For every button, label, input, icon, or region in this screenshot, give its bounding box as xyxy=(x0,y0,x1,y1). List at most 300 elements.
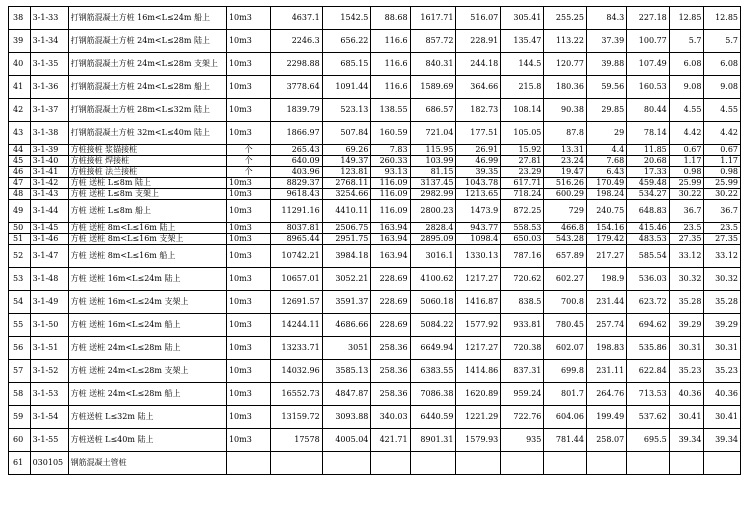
value-cell: 33.12 xyxy=(669,245,704,268)
unit-cell: 10m3 xyxy=(226,383,270,406)
row-number-cell: 60 xyxy=(9,429,31,452)
value-cell: 1416.87 xyxy=(456,291,501,314)
item-code-cell: 3-1-34 xyxy=(30,30,68,53)
value-cell: 39.88 xyxy=(586,53,626,76)
table-row xyxy=(9,223,741,234)
value-cell: 4.42 xyxy=(669,122,704,145)
value-cell: 1542.5 xyxy=(322,7,371,30)
unit-cell: 10m3 xyxy=(226,30,270,53)
value-cell: 39.34 xyxy=(704,429,741,452)
table-body xyxy=(9,7,741,475)
value-cell: 720.38 xyxy=(501,337,544,360)
value-cell: 1589.69 xyxy=(410,76,456,99)
unit-cell: 10m3 xyxy=(226,406,270,429)
value-cell: 6.08 xyxy=(669,53,704,76)
value-cell: 255.25 xyxy=(544,7,587,30)
item-name-cell: 方桩 送桩 L≤8m 船上 xyxy=(68,200,226,223)
value-cell xyxy=(456,452,501,475)
value-cell: 4637.1 xyxy=(271,7,323,30)
value-cell: 264.76 xyxy=(586,383,626,406)
value-cell: 2768.11 xyxy=(322,178,371,189)
value-cell: 516.07 xyxy=(456,7,501,30)
value-cell: 116.6 xyxy=(371,76,410,99)
row-number-cell: 45 xyxy=(9,156,31,167)
value-cell: 113.22 xyxy=(544,30,587,53)
item-code-cell: 3-1-37 xyxy=(30,99,68,122)
value-cell: 199.49 xyxy=(586,406,626,429)
value-cell: 2951.75 xyxy=(322,234,371,245)
value-cell: 198.9 xyxy=(586,268,626,291)
value-cell: 33.12 xyxy=(704,245,741,268)
unit-cell: 10m3 xyxy=(226,234,270,245)
value-cell: 3585.13 xyxy=(322,360,371,383)
value-cell: 23.29 xyxy=(501,167,544,178)
value-cell: 13233.71 xyxy=(271,337,323,360)
value-cell: 78.14 xyxy=(627,122,670,145)
value-cell: 123.81 xyxy=(322,167,371,178)
value-cell: 116.6 xyxy=(371,30,410,53)
value-cell: 217.27 xyxy=(586,245,626,268)
value-cell xyxy=(544,452,587,475)
value-cell: 9.08 xyxy=(704,76,741,99)
value-cell: 8901.31 xyxy=(410,429,456,452)
value-cell: 507.84 xyxy=(322,122,371,145)
value-cell xyxy=(669,452,704,475)
value-cell: 14244.11 xyxy=(271,314,323,337)
value-cell: 1.17 xyxy=(669,156,704,167)
value-cell: 780.45 xyxy=(544,314,587,337)
value-cell: 959.24 xyxy=(501,383,544,406)
value-cell: 1839.79 xyxy=(271,99,323,122)
item-name-cell: 方桩 送桩 8m<L≤16m 船上 xyxy=(68,245,226,268)
item-name-cell: 方桩接桩 法兰接桩 xyxy=(68,167,226,178)
value-cell: 4686.66 xyxy=(322,314,371,337)
value-cell: 12.85 xyxy=(704,7,741,30)
value-cell: 713.53 xyxy=(627,383,670,406)
item-name-cell: 方桩 送桩 24m<L≤28m 船上 xyxy=(68,383,226,406)
value-cell: 340.03 xyxy=(371,406,410,429)
value-cell: 1330.13 xyxy=(456,245,501,268)
value-cell: 686.57 xyxy=(410,99,456,122)
value-cell: 39.35 xyxy=(456,167,501,178)
table-row xyxy=(9,291,741,314)
item-code-cell: 3-1-52 xyxy=(30,360,68,383)
value-cell: 30.31 xyxy=(704,337,741,360)
value-cell: 4847.87 xyxy=(322,383,371,406)
table-row xyxy=(9,156,741,167)
value-cell: 1414.86 xyxy=(456,360,501,383)
value-cell: 729 xyxy=(544,200,587,223)
value-cell: 103.99 xyxy=(410,156,456,167)
value-cell: 3016.1 xyxy=(410,245,456,268)
value-cell: 840.31 xyxy=(410,53,456,76)
value-cell: 5.7 xyxy=(704,30,741,53)
value-cell: 20.68 xyxy=(627,156,670,167)
value-cell: 8965.44 xyxy=(271,234,323,245)
value-cell: 14032.96 xyxy=(271,360,323,383)
row-number-cell: 48 xyxy=(9,189,31,200)
value-cell: 872.25 xyxy=(501,200,544,223)
value-cell: 88.68 xyxy=(371,7,410,30)
value-cell: 105.05 xyxy=(501,122,544,145)
value-cell: 228.69 xyxy=(371,314,410,337)
value-cell: 36.7 xyxy=(704,200,741,223)
value-cell: 5060.18 xyxy=(410,291,456,314)
value-cell: 523.13 xyxy=(322,99,371,122)
value-cell: 29 xyxy=(586,122,626,145)
value-cell: 459.48 xyxy=(627,178,670,189)
value-cell: 25.99 xyxy=(704,178,741,189)
value-cell: 0.67 xyxy=(669,145,704,156)
unit-cell: 10m3 xyxy=(226,245,270,268)
value-cell: 6383.55 xyxy=(410,360,456,383)
unit-cell: 10m3 xyxy=(226,360,270,383)
row-number-cell: 52 xyxy=(9,245,31,268)
value-cell: 30.41 xyxy=(669,406,704,429)
value-cell: 35.23 xyxy=(704,360,741,383)
value-cell: 837.31 xyxy=(501,360,544,383)
item-name-cell: 打钢筋混凝土方桩 24m<L≤28m 陆上 xyxy=(68,30,226,53)
unit-cell: 10m3 xyxy=(226,189,270,200)
row-number-cell: 54 xyxy=(9,291,31,314)
row-number-cell: 44 xyxy=(9,145,31,156)
value-cell: 4.4 xyxy=(586,145,626,156)
value-cell: 6.43 xyxy=(586,167,626,178)
value-cell: 2800.23 xyxy=(410,200,456,223)
row-number-cell: 56 xyxy=(9,337,31,360)
value-cell: 2828.4 xyxy=(410,223,456,234)
unit-cell: 10m3 xyxy=(226,76,270,99)
item-code-cell: 3-1-51 xyxy=(30,337,68,360)
table-row xyxy=(9,30,741,53)
value-cell: 12691.57 xyxy=(271,291,323,314)
unit-cell: 10m3 xyxy=(226,337,270,360)
value-cell: 244.18 xyxy=(456,53,501,76)
item-code-cell: 030105 xyxy=(30,452,68,475)
value-cell: 781.44 xyxy=(544,429,587,452)
value-cell: 2298.88 xyxy=(271,53,323,76)
value-cell: 2895.09 xyxy=(410,234,456,245)
table-row xyxy=(9,406,741,429)
value-cell: 36.7 xyxy=(669,200,704,223)
value-cell: 1043.78 xyxy=(456,178,501,189)
value-cell: 622.84 xyxy=(627,360,670,383)
value-cell: 227.18 xyxy=(627,7,670,30)
table-row xyxy=(9,360,741,383)
value-cell: 258.36 xyxy=(371,337,410,360)
value-cell: 26.91 xyxy=(456,145,501,156)
table-row xyxy=(9,234,741,245)
item-name-cell: 方桩 送桩 24m<L≤28m 陆上 xyxy=(68,337,226,360)
value-cell: 160.59 xyxy=(371,122,410,145)
value-cell: 534.27 xyxy=(627,189,670,200)
unit-cell: 10m3 xyxy=(226,268,270,291)
table-row xyxy=(9,145,741,156)
value-cell: 8829.37 xyxy=(271,178,323,189)
item-code-cell: 3-1-33 xyxy=(30,7,68,30)
table-row xyxy=(9,122,741,145)
value-cell: 80.44 xyxy=(627,99,670,122)
value-cell: 7.83 xyxy=(371,145,410,156)
value-cell xyxy=(501,452,544,475)
item-name-cell: 方桩 送桩 8m<L≤16m 陆上 xyxy=(68,223,226,234)
value-cell: 3093.88 xyxy=(322,406,371,429)
value-cell: 4410.11 xyxy=(322,200,371,223)
value-cell: 30.22 xyxy=(704,189,741,200)
value-cell: 2982.99 xyxy=(410,189,456,200)
value-cell: 536.03 xyxy=(627,268,670,291)
value-cell: 640.09 xyxy=(271,156,323,167)
value-cell: 483.53 xyxy=(627,234,670,245)
value-cell: 19.47 xyxy=(544,167,587,178)
value-cell: 260.33 xyxy=(371,156,410,167)
row-number-cell: 61 xyxy=(9,452,31,475)
item-code-cell: 3-1-46 xyxy=(30,234,68,245)
value-cell: 585.54 xyxy=(627,245,670,268)
value-cell: 17578 xyxy=(271,429,323,452)
value-cell: 107.49 xyxy=(627,53,670,76)
value-cell: 258.07 xyxy=(586,429,626,452)
value-cell: 27.35 xyxy=(704,234,741,245)
item-name-cell: 打钢筋混凝土方桩 28m<L≤32m 陆上 xyxy=(68,99,226,122)
table-row xyxy=(9,7,741,30)
value-cell: 6.08 xyxy=(704,53,741,76)
row-number-cell: 46 xyxy=(9,167,31,178)
unit-cell: 10m3 xyxy=(226,200,270,223)
cost-table xyxy=(8,6,741,475)
value-cell: 787.16 xyxy=(501,245,544,268)
value-cell: 163.94 xyxy=(371,223,410,234)
value-cell: 3051 xyxy=(322,337,371,360)
value-cell: 39.29 xyxy=(669,314,704,337)
item-code-cell: 3-1-43 xyxy=(30,189,68,200)
value-cell: 8037.81 xyxy=(271,223,323,234)
value-cell xyxy=(627,452,670,475)
value-cell: 720.62 xyxy=(501,268,544,291)
table-row xyxy=(9,314,741,337)
value-cell: 228.91 xyxy=(456,30,501,53)
value-cell: 1866.97 xyxy=(271,122,323,145)
unit-cell: 10m3 xyxy=(226,7,270,30)
value-cell: 177.51 xyxy=(456,122,501,145)
value-cell: 11291.16 xyxy=(271,200,323,223)
value-cell: 3137.45 xyxy=(410,178,456,189)
unit-cell: 10m3 xyxy=(226,178,270,189)
table-row xyxy=(9,268,741,291)
item-name-cell: 打钢筋混凝土方桩 24m<L≤28m 支架上 xyxy=(68,53,226,76)
value-cell: 120.77 xyxy=(544,53,587,76)
value-cell: 650.03 xyxy=(501,234,544,245)
value-cell: 16552.73 xyxy=(271,383,323,406)
value-cell: 27.81 xyxy=(501,156,544,167)
value-cell: 600.29 xyxy=(544,189,587,200)
value-cell: 535.86 xyxy=(627,337,670,360)
value-cell: 40.36 xyxy=(704,383,741,406)
value-cell: 3254.66 xyxy=(322,189,371,200)
value-cell: 35.23 xyxy=(669,360,704,383)
value-cell: 656.22 xyxy=(322,30,371,53)
value-cell: 4.55 xyxy=(669,99,704,122)
value-cell: 182.73 xyxy=(456,99,501,122)
value-cell: 23.5 xyxy=(704,223,741,234)
value-cell: 421.71 xyxy=(371,429,410,452)
value-cell: 30.32 xyxy=(669,268,704,291)
table-row xyxy=(9,189,741,200)
value-cell: 29.85 xyxy=(586,99,626,122)
item-code-cell: 3-1-42 xyxy=(30,178,68,189)
value-cell: 617.71 xyxy=(501,178,544,189)
row-number-cell: 51 xyxy=(9,234,31,245)
value-cell: 84.3 xyxy=(586,7,626,30)
value-cell: 198.24 xyxy=(586,189,626,200)
value-cell: 30.22 xyxy=(669,189,704,200)
value-cell: 198.83 xyxy=(586,337,626,360)
value-cell: 93.13 xyxy=(371,167,410,178)
value-cell: 81.15 xyxy=(410,167,456,178)
item-name-cell: 方桩 送桩 L≤8m 支架上 xyxy=(68,189,226,200)
value-cell: 0.98 xyxy=(669,167,704,178)
value-cell: 857.72 xyxy=(410,30,456,53)
unit-cell: 10m3 xyxy=(226,291,270,314)
value-cell: 2246.3 xyxy=(271,30,323,53)
row-number-cell: 49 xyxy=(9,200,31,223)
value-cell: 604.06 xyxy=(544,406,587,429)
value-cell: 115.95 xyxy=(410,145,456,156)
value-cell: 3778.64 xyxy=(271,76,323,99)
unit-cell: 个 xyxy=(226,156,270,167)
value-cell: 30.41 xyxy=(704,406,741,429)
item-code-cell: 3-1-39 xyxy=(30,145,68,156)
value-cell: 12.85 xyxy=(669,7,704,30)
table-row xyxy=(9,383,741,406)
value-cell: 163.94 xyxy=(371,234,410,245)
value-cell: 657.89 xyxy=(544,245,587,268)
table-row xyxy=(9,337,741,360)
value-cell: 685.15 xyxy=(322,53,371,76)
table-row xyxy=(9,167,741,178)
value-cell: 543.28 xyxy=(544,234,587,245)
item-name-cell: 钢筋混凝土管桩 xyxy=(68,452,226,475)
row-number-cell: 47 xyxy=(9,178,31,189)
unit-cell: 10m3 xyxy=(226,223,270,234)
value-cell: 116.09 xyxy=(371,200,410,223)
row-number-cell: 55 xyxy=(9,314,31,337)
item-code-cell: 3-1-40 xyxy=(30,156,68,167)
item-name-cell: 方桩 送桩 8m<L≤16m 支架上 xyxy=(68,234,226,245)
value-cell: 516.26 xyxy=(544,178,587,189)
value-cell: 46.99 xyxy=(456,156,501,167)
value-cell xyxy=(410,452,456,475)
item-name-cell: 方桩送桩 L≤40m 陆上 xyxy=(68,429,226,452)
value-cell: 699.8 xyxy=(544,360,587,383)
value-cell: 3052.21 xyxy=(322,268,371,291)
value-cell: 149.37 xyxy=(322,156,371,167)
row-number-cell: 39 xyxy=(9,30,31,53)
value-cell: 59.56 xyxy=(586,76,626,99)
unit-cell: 10m3 xyxy=(226,314,270,337)
value-cell: 403.96 xyxy=(271,167,323,178)
item-code-cell: 3-1-35 xyxy=(30,53,68,76)
table-row xyxy=(9,178,741,189)
row-number-cell: 43 xyxy=(9,122,31,145)
value-cell: 87.8 xyxy=(544,122,587,145)
item-code-cell: 3-1-53 xyxy=(30,383,68,406)
row-number-cell: 57 xyxy=(9,360,31,383)
value-cell: 933.81 xyxy=(501,314,544,337)
value-cell: 9618.43 xyxy=(271,189,323,200)
value-cell: 1473.9 xyxy=(456,200,501,223)
value-cell xyxy=(271,452,323,475)
value-cell: 305.41 xyxy=(501,7,544,30)
unit-cell: 10m3 xyxy=(226,429,270,452)
value-cell: 695.5 xyxy=(627,429,670,452)
value-cell: 11.85 xyxy=(627,145,670,156)
item-code-cell: 3-1-47 xyxy=(30,245,68,268)
value-cell: 1617.71 xyxy=(410,7,456,30)
value-cell: 116.09 xyxy=(371,178,410,189)
value-cell: 35.28 xyxy=(669,291,704,314)
value-cell: 9.08 xyxy=(669,76,704,99)
item-name-cell: 打钢筋混凝土方桩 16m<L≤24m 船上 xyxy=(68,7,226,30)
value-cell: 558.53 xyxy=(501,223,544,234)
value-cell: 722.76 xyxy=(501,406,544,429)
value-cell: 5.7 xyxy=(669,30,704,53)
value-cell: 2506.75 xyxy=(322,223,371,234)
value-cell: 3591.37 xyxy=(322,291,371,314)
item-code-cell: 3-1-41 xyxy=(30,167,68,178)
value-cell: 602.27 xyxy=(544,268,587,291)
table-row xyxy=(9,53,741,76)
table-row xyxy=(9,429,741,452)
item-code-cell: 3-1-38 xyxy=(30,122,68,145)
item-name-cell: 方桩送桩 L≤32m 陆上 xyxy=(68,406,226,429)
value-cell: 648.83 xyxy=(627,200,670,223)
value-cell: 6649.94 xyxy=(410,337,456,360)
table-row xyxy=(9,76,741,99)
item-code-cell: 3-1-50 xyxy=(30,314,68,337)
item-name-cell: 方桩 送桩 16m<L≤24m 支架上 xyxy=(68,291,226,314)
value-cell: 258.36 xyxy=(371,383,410,406)
value-cell: 4.42 xyxy=(704,122,741,145)
value-cell: 3984.18 xyxy=(322,245,371,268)
value-cell: 10742.21 xyxy=(271,245,323,268)
table-row xyxy=(9,200,741,223)
unit-cell: 个 xyxy=(226,145,270,156)
item-code-cell: 3-1-55 xyxy=(30,429,68,452)
value-cell: 801.7 xyxy=(544,383,587,406)
item-name-cell: 打钢筋混凝土方桩 24m<L≤28m 船上 xyxy=(68,76,226,99)
value-cell: 35.28 xyxy=(704,291,741,314)
value-cell: 30.32 xyxy=(704,268,741,291)
value-cell: 10657.01 xyxy=(271,268,323,291)
value-cell: 721.04 xyxy=(410,122,456,145)
item-name-cell: 方桩 送桩 24m<L≤28m 支架上 xyxy=(68,360,226,383)
value-cell: 364.66 xyxy=(456,76,501,99)
value-cell: 231.44 xyxy=(586,291,626,314)
value-cell: 1577.92 xyxy=(456,314,501,337)
value-cell: 602.07 xyxy=(544,337,587,360)
row-number-cell: 58 xyxy=(9,383,31,406)
row-number-cell: 59 xyxy=(9,406,31,429)
table-row xyxy=(9,452,741,475)
item-code-cell: 3-1-36 xyxy=(30,76,68,99)
value-cell: 37.39 xyxy=(586,30,626,53)
item-code-cell: 3-1-45 xyxy=(30,223,68,234)
value-cell: 1217.27 xyxy=(456,268,501,291)
value-cell xyxy=(586,452,626,475)
unit-cell: 个 xyxy=(226,167,270,178)
item-code-cell: 3-1-49 xyxy=(30,291,68,314)
